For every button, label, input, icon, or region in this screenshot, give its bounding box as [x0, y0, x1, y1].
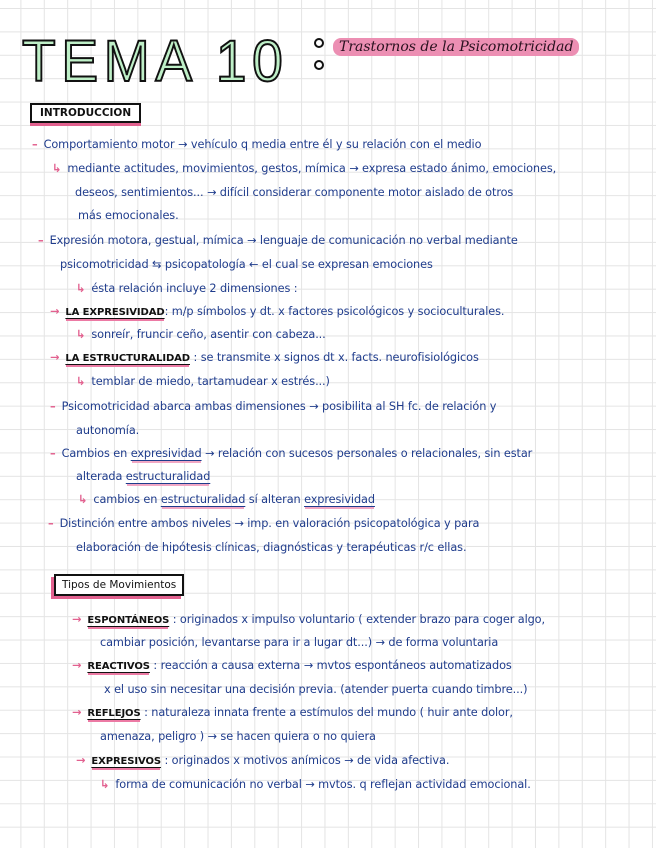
note-line: [100, 778, 531, 791]
note-text: : originados x impulso voluntario ( extender brazo para coger algo,: [169, 613, 545, 626]
note-line: [60, 258, 433, 271]
note-line: [50, 351, 479, 364]
keyword-term: LA EXPRESIVIDAD: [65, 307, 165, 318]
note-text: : se transmite x signos dt x. facts. neurofisiológicos: [190, 351, 479, 364]
note-line: [76, 754, 449, 767]
note-text: amenaza, peligro ) → se hacen quiera o no quiera: [100, 730, 376, 743]
note-line: [50, 305, 504, 318]
note-line: [78, 493, 375, 506]
note-line: [72, 706, 513, 719]
note-text: : reacción a causa externa → mvtos espontáneos automatizados: [149, 659, 512, 672]
note-text: deseos, sentimientos... → difícil considerar componente motor aislado de otros: [75, 186, 514, 199]
note-text: temblar de miedo, tartamudear x estrés...): [91, 375, 330, 388]
note-line: [76, 470, 210, 483]
page-subtitle: Trastornos de la Psicomotricidad: [333, 38, 579, 56]
note-line: [72, 659, 512, 672]
note-line: [76, 541, 466, 554]
note-line: [52, 162, 556, 175]
note-text: más emocionales.: [78, 209, 179, 222]
note-text: : m/p símbolos y dt. x factores psicológicos y socioculturales.: [164, 305, 505, 318]
note-text: ésta relación incluye 2 dimensiones :: [91, 282, 298, 295]
underlined-term: expresividad: [130, 447, 202, 460]
note-line: [50, 400, 496, 413]
note-line: [76, 328, 326, 341]
note-text: Expresión motora, gestual, mímica → lenguaje de comunicación no verbal mediante: [49, 234, 518, 247]
sub-arrow-icon: ↳: [52, 162, 62, 175]
note-text: cambios en: [93, 493, 161, 506]
note-text: cambiar posición, levantarse para ir a lugar dt...) → de forma voluntaria: [100, 636, 499, 649]
arrow-bullet-icon: →: [50, 305, 60, 318]
note-line: [38, 234, 518, 247]
note-line: [48, 517, 479, 530]
underlined-term: expresividad: [304, 493, 375, 506]
sub-arrow-icon: ↳: [76, 328, 86, 341]
note-text: alterada: [76, 470, 126, 483]
page-title: TEMA 10: [22, 29, 289, 94]
section-heading-introduccion: INTRODUCCION: [30, 103, 141, 123]
keyword-term: ESPONTÁNEOS: [87, 615, 170, 626]
note-text: mediante actitudes, movimientos, gestos, mímica → expresa estado ánimo, emociones,: [67, 162, 557, 175]
underlined-term: estructuralidad: [160, 493, 246, 506]
arrow-bullet-icon: →: [72, 613, 82, 626]
keyword-term: REACTIVOS: [87, 661, 150, 672]
note-line: [76, 282, 297, 295]
note-line: [104, 683, 527, 696]
note-text: Distinción entre ambos niveles → imp. en valoración psicopatológica y para: [59, 517, 480, 530]
note-text: → relación con sucesos personales o relacionales, sin estar: [201, 447, 533, 460]
note-text: forma de comunicación no verbal → mvtos. q reflejan actividad emocional.: [115, 778, 531, 791]
note-text: Psicomotricidad abarca ambas dimensiones → posibilita al SH fc. de relación y: [61, 400, 497, 413]
underlined-term: estructuralidad: [125, 470, 211, 483]
dash-bullet-icon: –: [38, 234, 44, 247]
note-text: sí alteran: [245, 493, 305, 506]
arrow-bullet-icon: →: [50, 351, 60, 364]
sub-arrow-icon: ↳: [78, 493, 88, 506]
arrow-bullet-icon: →: [72, 659, 82, 672]
section-heading-tipos: Tipos de Movimientos: [54, 574, 184, 596]
dash-bullet-icon: –: [50, 447, 56, 460]
note-line: [100, 730, 376, 743]
dash-bullet-icon: –: [48, 517, 54, 530]
note-line: [32, 138, 481, 151]
keyword-term: EXPRESIVOS: [91, 756, 161, 767]
note-line: [78, 209, 179, 222]
arrow-bullet-icon: →: [72, 706, 82, 719]
note-text: x el uso sin necesitar una decisión previa. (atender puerta cuando timbre...): [104, 683, 528, 696]
note-text: : naturaleza innata frente a estímulos del mundo ( huir ante dolor,: [140, 706, 513, 719]
note-text: autonomía.: [76, 424, 140, 437]
title-colon: [314, 38, 324, 78]
note-text: : originados x motivos anímicos → de vida afectiva.: [160, 754, 450, 767]
note-text: psicomotricidad ⇆ psicopatología ← el cual se expresan emociones: [60, 258, 433, 271]
keyword-term: LA ESTRUCTURALIDAD: [65, 353, 190, 364]
note-text: sonreír, fruncir ceño, asentir con cabeza...: [91, 328, 326, 341]
note-line: [76, 375, 330, 388]
sub-arrow-icon: ↳: [76, 282, 86, 295]
sub-arrow-icon: ↳: [100, 778, 110, 791]
note-line: [76, 424, 139, 437]
note-text: Cambios en: [61, 447, 131, 460]
note-text: Comportamiento motor → vehículo q media entre él y su relación con el medio: [43, 138, 482, 151]
note-line: [50, 447, 532, 460]
sub-arrow-icon: ↳: [76, 375, 86, 388]
note-line: [72, 613, 545, 626]
dash-bullet-icon: –: [50, 400, 56, 413]
note-line: [75, 186, 513, 199]
dash-bullet-icon: –: [32, 138, 38, 151]
arrow-bullet-icon: →: [76, 754, 86, 767]
note-text: elaboración de hipótesis clínicas, diagnósticas y terapéuticas r/c ellas.: [76, 541, 467, 554]
keyword-term: REFLEJOS: [87, 708, 141, 719]
note-line: [100, 636, 498, 649]
